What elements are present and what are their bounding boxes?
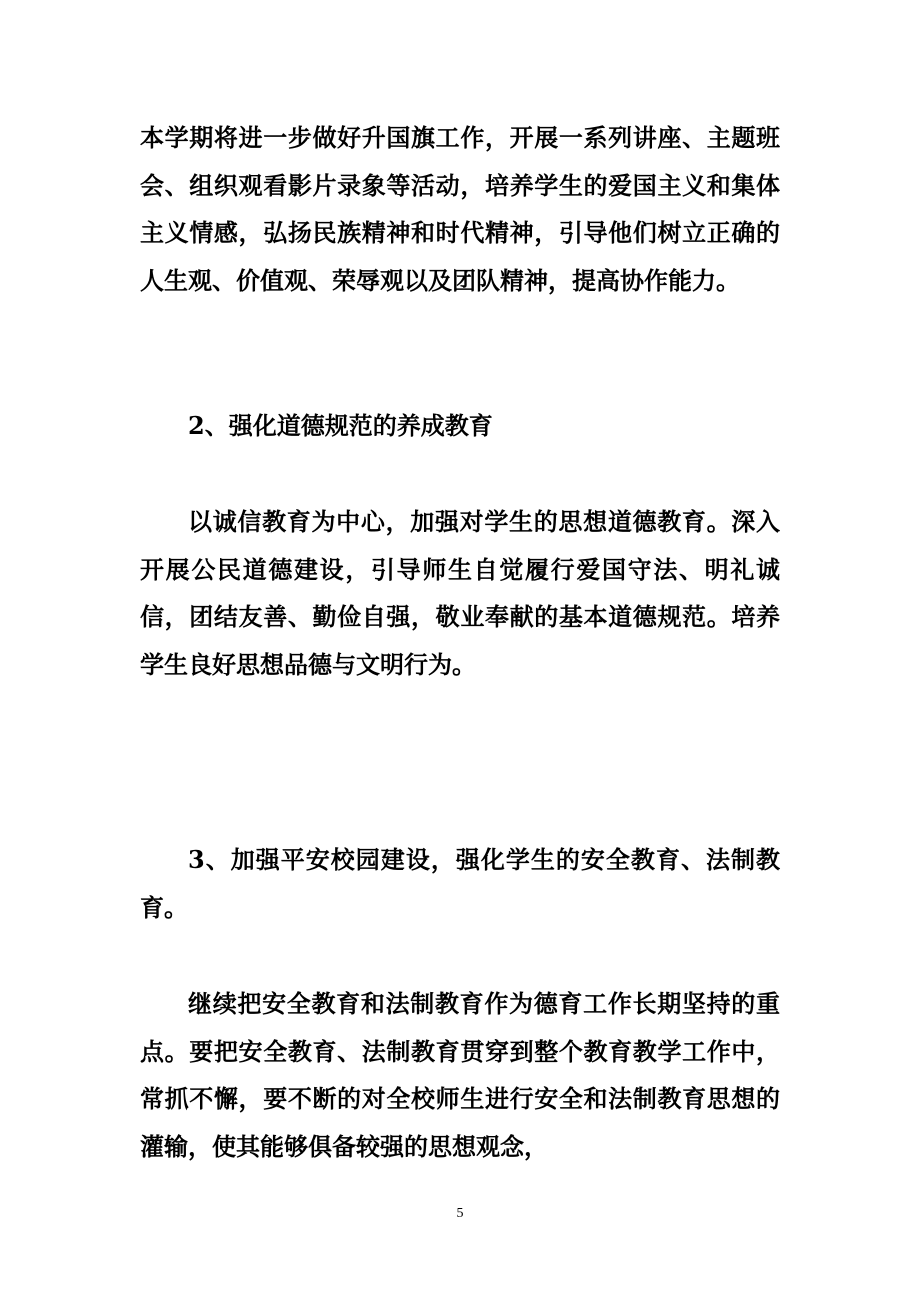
section-heading-moral-norms: 2、强化道德规范的养成教育	[188, 411, 493, 440]
paragraph-flag-raising: 本学期将进一步做好升国旗工作，开展一系列讲座、主题班会、组织观看影片录象等活动，培养学生的爱国主义和集体主义情感，弘扬民族精神和时代精神，引导他们树立正确的人生观、价值观、荣辱观以及团队精神，提高协作能力。	[140, 123, 780, 295]
section-heading-safe-campus: 3、加强平安校园建设，强化学生的安全教育、法制教育。	[140, 845, 780, 922]
page-number: 5	[456, 1206, 464, 1221]
paragraph-safety-law-education: 继续把安全教育和法制教育作为德育工作长期坚持的重点。要把安全教育、法制教育贯穿到整个教育教学工作中，常抓不懈，要不断的对全校师生进行安全和法制教育思想的灌输，使其能够俱备较强的思想观念，	[140, 989, 780, 1161]
paragraph-integrity-education: 以诚信教育为中心，加强对学生的思想道德教育。深入开展公民道德建设，引导师生自觉履行爱国守法、明礼诚信，团结友善、勤俭自强，敬业奉献的基本道德规范。培养学生良好思想品德与文明行为。	[140, 507, 780, 679]
